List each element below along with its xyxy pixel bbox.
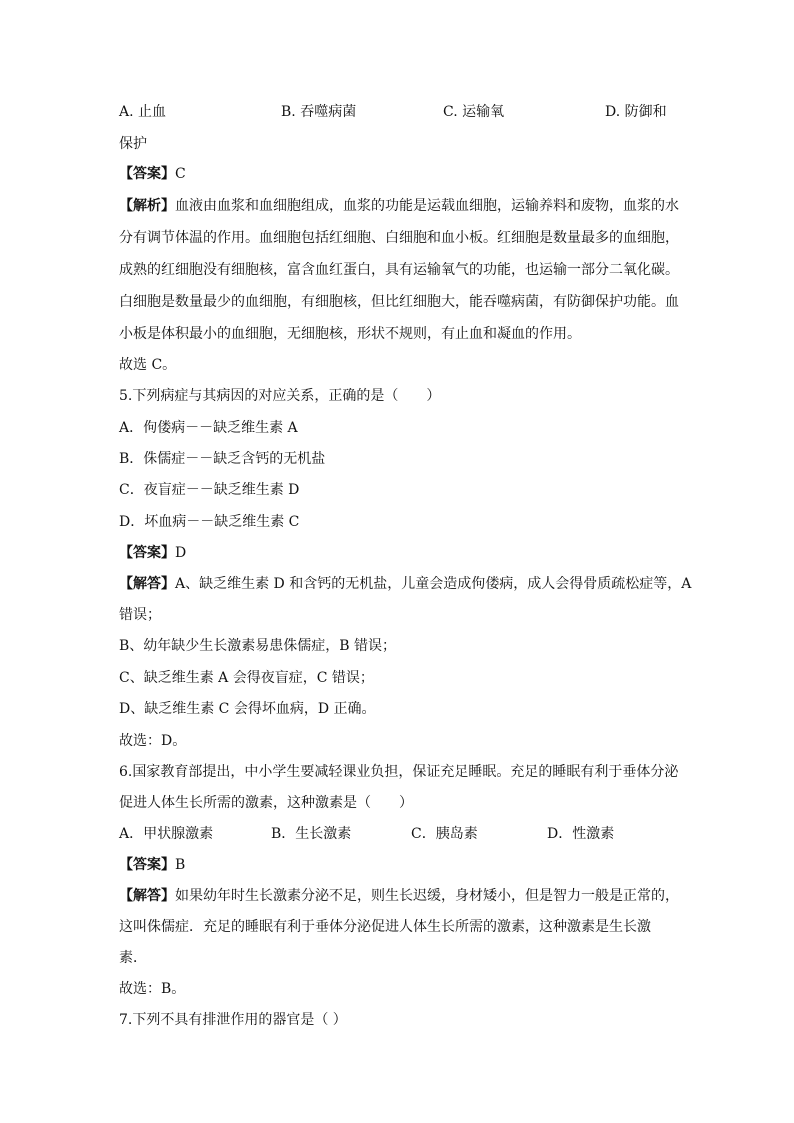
q5-analysis-line-5: D、缺乏维生素 C 会得坏血病，D 正确。	[119, 701, 376, 717]
q5-stem: 5.下列病症与其病因的对应关系，正确的是（ ）	[119, 388, 441, 404]
q5-option-b: B．侏儒症－－缺乏含钙的无机盐	[119, 451, 326, 467]
q5-answer	[119, 543, 679, 563]
q6-analysis-line-1	[119, 886, 679, 906]
answer-value: D	[175, 545, 187, 561]
q5-analysis-line-4: C、缺乏维生素 A 会得夜盲症，C 错误；	[119, 670, 374, 686]
q5-analysis-line-1	[119, 574, 692, 594]
q6-option-c: C．胰岛素	[411, 826, 478, 842]
q6-analysis-line-3: 素．	[119, 950, 147, 966]
q4-analysis-line-1	[119, 196, 679, 216]
q4-answer	[119, 164, 679, 184]
analysis-tag: 【解答】	[119, 576, 175, 592]
q4-analysis-line-3: 成熟的红细胞没有细胞核，富含血红蛋白，具有运输氧气的功能，也运输一部分二氧化碳。	[119, 262, 679, 278]
answer-value: B	[175, 857, 186, 873]
analysis-text: A、缺乏维生素 D 和含钙的无机盐，儿童会造成佝偻病，成人会得骨质疏松症等，A	[175, 576, 692, 592]
answer-tag: 【答案】	[119, 857, 175, 873]
q5-option-c: C．夜盲症－－缺乏维生素 D	[119, 482, 300, 498]
q4-option-d: D. 防御和	[605, 104, 667, 120]
q6-answer	[119, 855, 679, 875]
q4-options	[119, 102, 679, 122]
q6-stem-line-2: 促进人体生长所需的激素，这种激素是（ ）	[119, 795, 413, 811]
analysis-tag: 【解析】	[119, 198, 175, 214]
answer-value: C	[175, 166, 186, 182]
q6-options	[119, 824, 679, 844]
q5-analysis-line-3: B、幼年缺少生长激素易患侏儒症，B 错误；	[119, 638, 397, 654]
analysis-text: 血液由血浆和血细胞组成，血浆的功能是运载血细胞，运输养料和废物，血浆的水	[175, 198, 679, 214]
q6-stem-line-1: 6.国家教育部提出，中小学生要减轻课业负担，保证充足睡眠。充足的睡眠有利于垂体分泌	[119, 764, 679, 780]
q7-stem: 7.下列不具有排泄作用的器官是（ ）	[119, 1012, 347, 1028]
q6-option-b: B．生长激素	[271, 826, 352, 842]
q4-option-b: B. 吞噬病菌	[281, 104, 357, 120]
q6-option-a: A．甲状腺激素	[119, 826, 214, 842]
q5-conclusion: 故选：D。	[119, 733, 187, 749]
answer-tag: 【答案】	[119, 545, 175, 561]
q6-conclusion: 故选：B。	[119, 981, 186, 997]
answer-tag: 【答案】	[119, 166, 175, 182]
q4-option-c: C. 运输氧	[443, 104, 505, 120]
q4-analysis-line-5: 小板是体积最小的血细胞，无细胞核，形状不规则，有止血和凝血的作用。	[119, 326, 581, 342]
q6-analysis-line-2: 这叫侏儒症．充足的睡眠有利于垂体分泌促进人体生长所需的激素，这种激素是生长激	[119, 919, 651, 935]
analysis-tag: 【解答】	[119, 888, 175, 904]
q4-option-continuation: 保护	[119, 136, 147, 152]
q4-conclusion: 故选 C。	[119, 357, 177, 373]
q4-analysis-line-4: 白细胞是数量最少的血细胞，有细胞核，但比红细胞大，能吞噬病菌，有防御保护功能。血	[119, 294, 679, 310]
q6-option-d: D．性激素	[547, 826, 615, 842]
q4-option-a: A. 止血	[119, 104, 167, 120]
q4-analysis-line-2: 分有调节体温的作用。血细胞包括红细胞、白细胞和血小板。红细胞是数量最多的血细胞，	[119, 230, 679, 246]
q5-option-a: A．佝偻病－－缺乏维生素 A	[119, 420, 298, 436]
analysis-text: 如果幼年时生长激素分泌不足，则生长迟缓，身材矮小，但是智力一般是正常的，	[175, 888, 679, 904]
q5-analysis-line-2: 错误；	[119, 607, 161, 623]
q5-option-d: D．坏血病－－缺乏维生素 C	[119, 514, 300, 530]
